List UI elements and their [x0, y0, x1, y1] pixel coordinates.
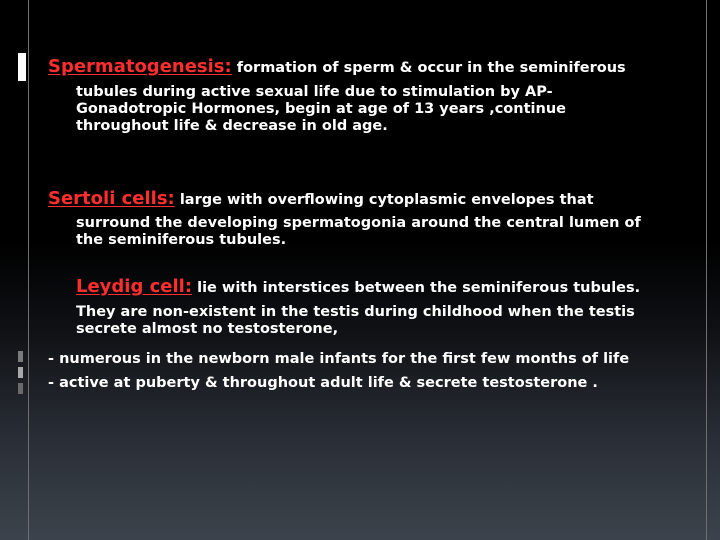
spermatogenesis-first-line: [48, 58, 626, 77]
accent-bar: [18, 53, 26, 81]
sertoli-line: surround the developing spermatogonia around the central lumen of: [76, 215, 641, 231]
leydig-paragraph: [76, 278, 640, 297]
sertoli-first-line: [48, 190, 594, 209]
leydig-bullet-item: - active at puberty & throughout adult life & secrete testosterone .: [48, 375, 598, 391]
accent-mark-3: [18, 383, 23, 394]
leydig-line: They are non-existent in the testis during childhood when the testis: [76, 304, 635, 320]
sertoli-line: the seminiferous tubules.: [76, 232, 287, 248]
sertoli-continuation: [76, 215, 641, 249]
leydig-bullets: [48, 347, 629, 395]
spermatogenesis-line: Gonadotropic Hormones, begin at age of 13 years ,continue: [76, 101, 566, 117]
leydig-first-line: [76, 278, 640, 297]
sertoli-term: Sertoli cells:: [48, 188, 175, 209]
spermatogenesis-paragraph: [48, 58, 626, 77]
leydig-line: secrete almost no testosterone,: [76, 321, 339, 337]
sertoli-paragraph: [48, 190, 594, 209]
spermatogenesis-line: tubules during active sexual life due to stimulation by AP-: [76, 84, 553, 100]
sertoli-lead-text: large with overflowing cytoplasmic envelopes that: [174, 192, 594, 208]
spermatogenesis-term: Spermatogenesis:: [48, 56, 232, 77]
accent-mark-2: [18, 367, 23, 378]
spermatogenesis-continuation: [76, 84, 566, 135]
leydig-lead-text: lie with interstices between the seminiferous tubules.: [192, 280, 641, 296]
leydig-continuation: [76, 304, 635, 338]
left-frame-line: [28, 0, 29, 540]
leydig-term: Leydig cell:: [76, 276, 193, 297]
spermatogenesis-line: throughout life & decrease in old age.: [76, 118, 388, 134]
leydig-bullet-item: - numerous in the newborn male infants for the first few months of life: [48, 351, 630, 367]
accent-mark-1: [18, 351, 23, 362]
right-frame-line: [706, 0, 707, 540]
spermatogenesis-lead-text: formation of sperm & occur in the seminiferous: [231, 60, 626, 76]
